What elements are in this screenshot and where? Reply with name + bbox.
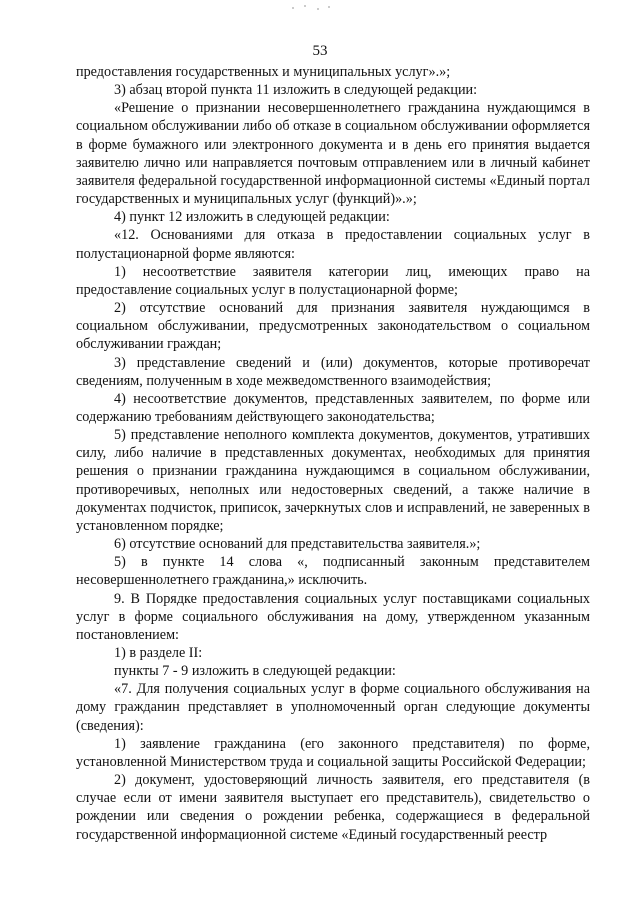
document-body [76, 63, 590, 844]
paragraph: 5) в пункте 14 слова «, подписанный законным представителем несовершеннолетнего гражданина,» исключить. [76, 554, 590, 589]
paragraph: 3) представление сведений и (или) документов, которые противоречат сведениям, полученным в ходе межведомственного взаимодействия; [76, 354, 590, 389]
paragraph: 3) абзац второй пункта 11 изложить в следующей редакции: [114, 82, 478, 99]
paragraph: 9. В Порядке предоставления социальных услуг поставщиками социальных услуг в форме социального обслуживания на дому, утвержденном указанным постановлением: [76, 590, 590, 643]
paragraph: 1) заявление гражданина (его законного представителя) по форме, установленной Министерством труда и социальной защиты Российской Федерации; [76, 735, 590, 770]
paragraph: 4) пункт 12 изложить в следующей редакции: [114, 209, 390, 226]
paragraph: пункты 7 - 9 изложить в следующей редакции: [114, 663, 396, 680]
paragraph: «Решение о признании несовершеннолетнего гражданина нуждающимся в социальном обслуживании либо об отказе в социальном обслуживании оформляется в форме бумажного или электронного документа и в день его принятия выдается заявителю лично или направляется почтовым отправлением или в личный кабинет заявителя федеральной государственной информационной системы «Единый портал государственных и муниципальных услуг (функций)».»; [76, 100, 590, 208]
paragraph: 1) несоответствие заявителя категории лиц, имеющих право на предоставление социальных услуг в полустационарной форме; [76, 263, 590, 298]
paragraph: предоставления государственных и муниципальных услуг».»; [76, 64, 451, 80]
paragraph: 4) несоответствие документов, представленных заявителем, по форме или содержанию требованиям действующего законодательства; [76, 390, 590, 425]
paragraph: 2) отсутствие оснований для признания заявителя нуждающимся в социальном обслуживании, предусмотренных законодательством о социальном обслуживании граждан; [76, 300, 590, 353]
paragraph: «12. Основаниями для отказа в предоставлении социальных услуг в полустационарной форме являются: [76, 227, 590, 262]
page-number: 53 [312, 43, 328, 59]
paragraph: «7. Для получения социальных услуг в форме социального обслуживания на дому гражданин представляет в уполномоченный орган следующие документы (сведения): [76, 681, 590, 734]
paragraph: 2) документ, удостоверяющий личность заявителя, его представителя (в случае если от имени заявителя выступает его представитель), свидетельство о рождении или сведения о рождении ребенка, содержащиеся в федеральной государственной информационной системе «Единый государственный реестр [76, 772, 590, 843]
paragraph: 6) отсутствие оснований для представительства заявителя.»; [114, 536, 481, 553]
paragraph: 1) в разделе II: [114, 645, 203, 661]
scan-artifact [288, 4, 334, 12]
paragraph: 5) представление неполного комплекта документов, документов, утративших силу, либо наличие в представленных документах, необходимых для принятия решения о признании гражданина нуждающимся в социальном обслуживании, противоречивых, неполных или недостоверных сведений, а также наличие в документах подчисток, приписок, зачеркнутых слов и исправлений, не заверенных в установленном порядке; [76, 427, 590, 534]
